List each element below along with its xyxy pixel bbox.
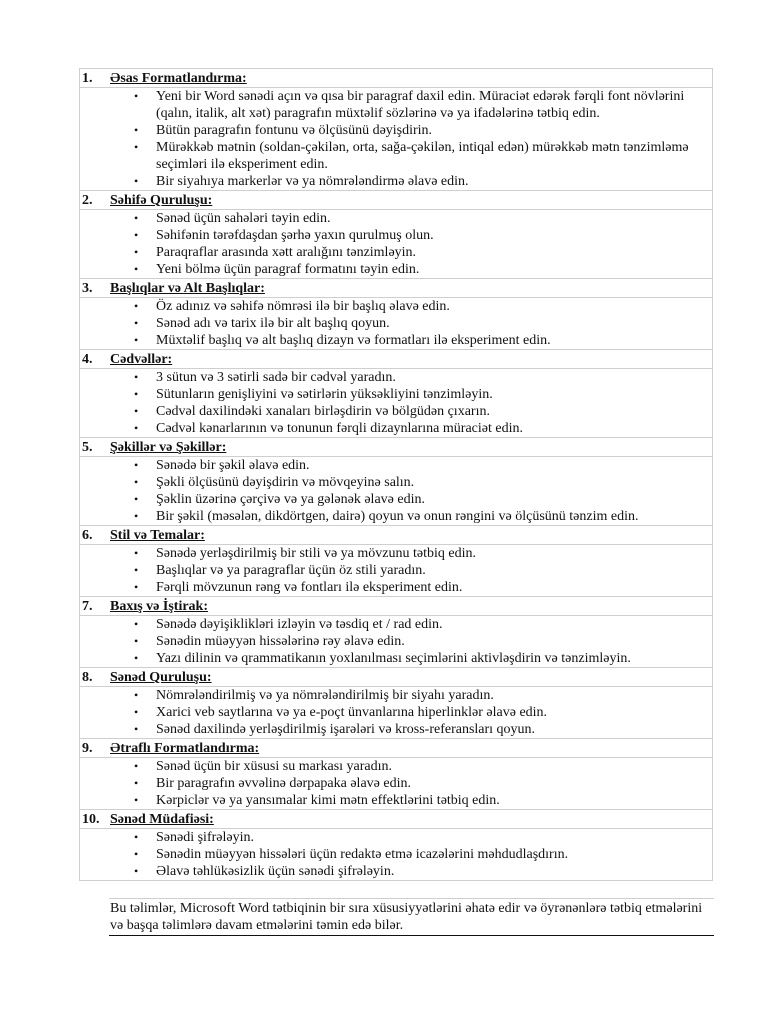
bullet-icon: •: [134, 563, 139, 577]
section-items-row: [80, 369, 713, 438]
section-heading-row: [80, 597, 713, 616]
task-item: [80, 88, 712, 122]
section-items-row: [80, 758, 713, 810]
task-item-text: Müxtəlif başlıq və alt başlıq dizayn və formatları ilə eksperiment edin.: [156, 333, 551, 348]
section-title: Əsas Formatlandırma:: [110, 71, 247, 86]
task-item-text: Əlavə təhlükəsizlik üçün sənədi şifrələyin.: [156, 864, 395, 879]
task-item-text: Öz adınız və səhifə nömrəsi ilə bir başlıq əlavə edin.: [156, 299, 450, 314]
task-item: [80, 616, 712, 633]
task-item: [80, 562, 712, 579]
task-item: [80, 687, 712, 704]
task-item: [80, 846, 712, 863]
bullet-icon: •: [134, 262, 139, 276]
task-item: [80, 491, 712, 508]
bullet-icon: •: [134, 793, 139, 807]
section-number: 10.: [82, 812, 100, 827]
section-heading: [80, 350, 713, 369]
task-item-text: Başlıqlar və ya paragraflar üçün öz stili yaradın.: [156, 563, 426, 578]
section-items-cell: [80, 545, 713, 597]
task-item: [80, 829, 712, 846]
section-heading-row: [80, 191, 713, 210]
bullet-icon: •: [134, 722, 139, 736]
section-title: Sənəd Quruluşu:: [110, 670, 212, 685]
section-items-cell: [80, 210, 713, 279]
section-items-row: [80, 829, 713, 881]
task-item-text: Sənəd üçün sahələri təyin edin.: [156, 211, 331, 226]
closing-note: Bu təlimlər, Microsoft Word tətbiqinin bir sıra xüsusiyyətlərini əhatə edir və öyrənənlərə tətbiq etmələrini və başqa təlimlərə davam etmələrini təmin edə bilər.: [109, 898, 714, 936]
section-items-row: [80, 545, 713, 597]
section-heading: [80, 810, 713, 829]
task-item-text: Mürəkkəb mətnin (soldan-çəkilən, orta, sağa-çəkilən, intiqal edən) mürəkkəb mətn tənzimləmə seçimləri ilə eksperiment edin.: [156, 140, 689, 172]
task-item-text: 3 sütun və 3 sətirli sadə bir cədvəl yaradın.: [156, 370, 396, 385]
task-item: [80, 863, 712, 880]
task-item: [80, 775, 712, 792]
task-item-text: Şəkli ölçüsünü dəyişdirin və mövqeyinə salın.: [156, 475, 415, 490]
section-number: 2.: [82, 193, 93, 208]
task-item: [80, 650, 712, 667]
bullet-icon: •: [134, 546, 139, 560]
bullet-icon: •: [134, 140, 139, 154]
section-title: Baxış və İştirak:: [110, 599, 208, 614]
task-item: [80, 332, 712, 349]
section-items-cell: [80, 369, 713, 438]
task-list: [80, 88, 712, 190]
task-item-text: Bir şəkil (məsələn, dikdörtgen, dairə) qoyun və onun rəngini və ölçüsünü tənzim edin.: [156, 509, 639, 524]
task-item-text: Sütunların genişliyini və sətirlərin yüksəkliyini tənzimləyin.: [156, 387, 493, 402]
task-item-text: Cədvəl kənarlarının və tonunun fərqli dizaynlarına müraciət edin.: [156, 421, 523, 436]
bullet-icon: •: [134, 864, 139, 878]
bullet-icon: •: [134, 211, 139, 225]
exercise-table-body: [80, 69, 713, 881]
bullet-icon: •: [134, 228, 139, 242]
section-items-cell: [80, 457, 713, 526]
task-item-text: Sənədi şifrələyin.: [156, 830, 254, 845]
task-item: [80, 545, 712, 562]
section-heading: [80, 526, 713, 545]
task-list: [80, 687, 712, 738]
section-items-cell: [80, 829, 713, 881]
task-list: [80, 298, 712, 349]
section-heading: [80, 69, 713, 88]
section-number: 6.: [82, 528, 93, 543]
section-heading-row: [80, 739, 713, 758]
bullet-icon: •: [134, 333, 139, 347]
section-heading-row: [80, 438, 713, 457]
section-number: 3.: [82, 281, 93, 296]
task-item-text: Şəklin üzərinə çərçivə və ya gələnək əlavə edin.: [156, 492, 425, 507]
bullet-icon: •: [134, 475, 139, 489]
task-item: [80, 173, 712, 190]
task-item: [80, 758, 712, 775]
section-items-row: [80, 687, 713, 739]
bullet-icon: •: [134, 759, 139, 773]
task-item-text: Cədvəl daxilindəki xanaları birləşdirin və bölgüdən çıxarın.: [156, 404, 490, 419]
bullet-icon: •: [134, 509, 139, 523]
section-title: Cədvəllər:: [110, 352, 173, 367]
section-number: 5.: [82, 440, 93, 455]
task-item: [80, 139, 712, 173]
section-title: Sənəd Müdafiəsi:: [110, 812, 214, 827]
section-title: Ətraflı Formatlandırma:: [110, 741, 260, 756]
bullet-icon: •: [134, 89, 139, 103]
task-item-text: Sənəd adı və tarix ilə bir alt başlıq qoyun.: [156, 316, 390, 331]
bullet-icon: •: [134, 580, 139, 594]
section-items-row: [80, 88, 713, 191]
section-heading: [80, 739, 713, 758]
task-item-text: Yazı dilinin və qrammatikanın yoxlanılması seçimlərini aktivləşdirin və tənzimləyin.: [156, 651, 631, 666]
task-item-text: Səhifənin tərəfdaşdan şərhə yaxın qurulmuş olun.: [156, 228, 434, 243]
section-heading: [80, 438, 713, 457]
task-item-text: Sənədin müəyyən hissələri üçün redaktə etmə icazələrini məhdudlaşdırın.: [156, 847, 569, 862]
task-item: [80, 721, 712, 738]
bullet-icon: •: [134, 705, 139, 719]
section-heading-row: [80, 350, 713, 369]
section-number: 9.: [82, 741, 93, 756]
task-item: [80, 633, 712, 650]
task-list: [80, 457, 712, 525]
bullet-icon: •: [134, 421, 139, 435]
task-list: [80, 758, 712, 809]
bullet-icon: •: [134, 316, 139, 330]
exercise-table: [79, 68, 713, 881]
section-items-cell: [80, 616, 713, 668]
task-item-text: Xarici veb saytlarına və ya e-poçt ünvanlarına hiperlinklər əlavə edin.: [156, 705, 548, 720]
task-item: [80, 457, 712, 474]
task-list: [80, 369, 712, 437]
bullet-icon: •: [134, 688, 139, 702]
task-item-text: Yeni bölmə üçün paragraf formatını təyin edin.: [156, 262, 420, 277]
bullet-icon: •: [134, 123, 139, 137]
section-title: Səhifə Quruluşu:: [110, 193, 213, 208]
section-heading-row: [80, 69, 713, 88]
bullet-icon: •: [134, 492, 139, 506]
task-item: [80, 369, 712, 386]
task-item: [80, 298, 712, 315]
task-item: [80, 244, 712, 261]
bullet-icon: •: [134, 617, 139, 631]
task-item: [80, 704, 712, 721]
task-list: [80, 545, 712, 596]
bullet-icon: •: [134, 299, 139, 313]
task-item: [80, 508, 712, 525]
section-heading-row: [80, 668, 713, 687]
section-number: 7.: [82, 599, 93, 614]
task-item-text: Bir paragrafın əvvəlinə dərpapaka əlavə edin.: [156, 776, 411, 791]
task-item-text: Bir siyahıya markerlər və ya nömrələndirmə əlavə edin.: [156, 174, 469, 189]
task-item-text: Bütün paragrafın fontunu və ölçüsünü dəyişdirin.: [156, 123, 433, 138]
section-heading-row: [80, 279, 713, 298]
bullet-icon: •: [134, 634, 139, 648]
section-heading: [80, 597, 713, 616]
task-item: [80, 386, 712, 403]
section-title: Başlıqlar və Alt Başlıqlar:: [110, 281, 265, 296]
section-items-row: [80, 616, 713, 668]
task-item-text: Sənəd üçün bir xüsusi su markası yaradın.: [156, 759, 393, 774]
task-list: [80, 829, 712, 880]
section-items-cell: [80, 758, 713, 810]
bullet-icon: •: [134, 404, 139, 418]
section-items-row: [80, 298, 713, 350]
section-number: 8.: [82, 670, 93, 685]
task-item: [80, 420, 712, 437]
task-item-text: Sənədə bir şəkil əlavə edin.: [156, 458, 310, 473]
document-page: [79, 68, 714, 936]
task-item-text: Sənədə dəyişiklikləri izləyin və təsdiq et / rad edin.: [156, 617, 443, 632]
bullet-icon: •: [134, 174, 139, 188]
task-item-text: Sənədə yerləşdirilmiş bir stili və ya mövzunu tətbiq edin.: [156, 546, 476, 561]
section-items-cell: [80, 298, 713, 350]
task-item: [80, 792, 712, 809]
section-items-cell: [80, 687, 713, 739]
section-items-row: [80, 457, 713, 526]
section-heading-row: [80, 526, 713, 545]
bullet-icon: •: [134, 847, 139, 861]
section-title: Stil və Temalar:: [110, 528, 205, 543]
section-items-cell: [80, 88, 713, 191]
bullet-icon: •: [134, 458, 139, 472]
task-item-text: Fərqli mövzunun rəng və fontları ilə eksperiment edin.: [156, 580, 463, 595]
bullet-icon: •: [134, 370, 139, 384]
task-item-text: Yeni bir Word sənədi açın və qısa bir paragraf daxil edin. Müraciət edərək fərqli font növlərini (qalın, italik, alt xət) paragrafın müxtəlif sözlərinə və ya ifadələrinə tətbiq edin.: [156, 89, 685, 121]
task-item: [80, 122, 712, 139]
task-item: [80, 579, 712, 596]
task-item: [80, 210, 712, 227]
section-number: 4.: [82, 352, 93, 367]
section-heading-row: [80, 810, 713, 829]
task-item-text: Sənəd daxilində yerləşdirilmiş işarələri və kross-referansları qoyun.: [156, 722, 536, 737]
task-item: [80, 227, 712, 244]
task-item-text: Kərpiclər və ya yansımalar kimi mətn effektlərini tətbiq edin.: [156, 793, 500, 808]
section-heading: [80, 279, 713, 298]
task-item-text: Sənədin müəyyən hissələrinə rəy əlavə edin.: [156, 634, 405, 649]
section-number: 1.: [82, 71, 93, 86]
task-item: [80, 403, 712, 420]
bullet-icon: •: [134, 651, 139, 665]
bullet-icon: •: [134, 387, 139, 401]
task-item: [80, 261, 712, 278]
section-title: Şəkillər və Şəkillər:: [110, 440, 227, 455]
task-item-text: Paraqraflar arasında xətt aralığını tənzimləyin.: [156, 245, 417, 260]
bullet-icon: •: [134, 830, 139, 844]
section-items-row: [80, 210, 713, 279]
task-item: [80, 474, 712, 491]
task-list: [80, 210, 712, 278]
task-item-text: Nömrələndirilmiş və ya nömrələndirilmiş bir siyahı yaradın.: [156, 688, 494, 703]
bullet-icon: •: [134, 776, 139, 790]
task-item: [80, 315, 712, 332]
section-heading: [80, 668, 713, 687]
task-list: [80, 616, 712, 667]
section-heading: [80, 191, 713, 210]
bullet-icon: •: [134, 245, 139, 259]
